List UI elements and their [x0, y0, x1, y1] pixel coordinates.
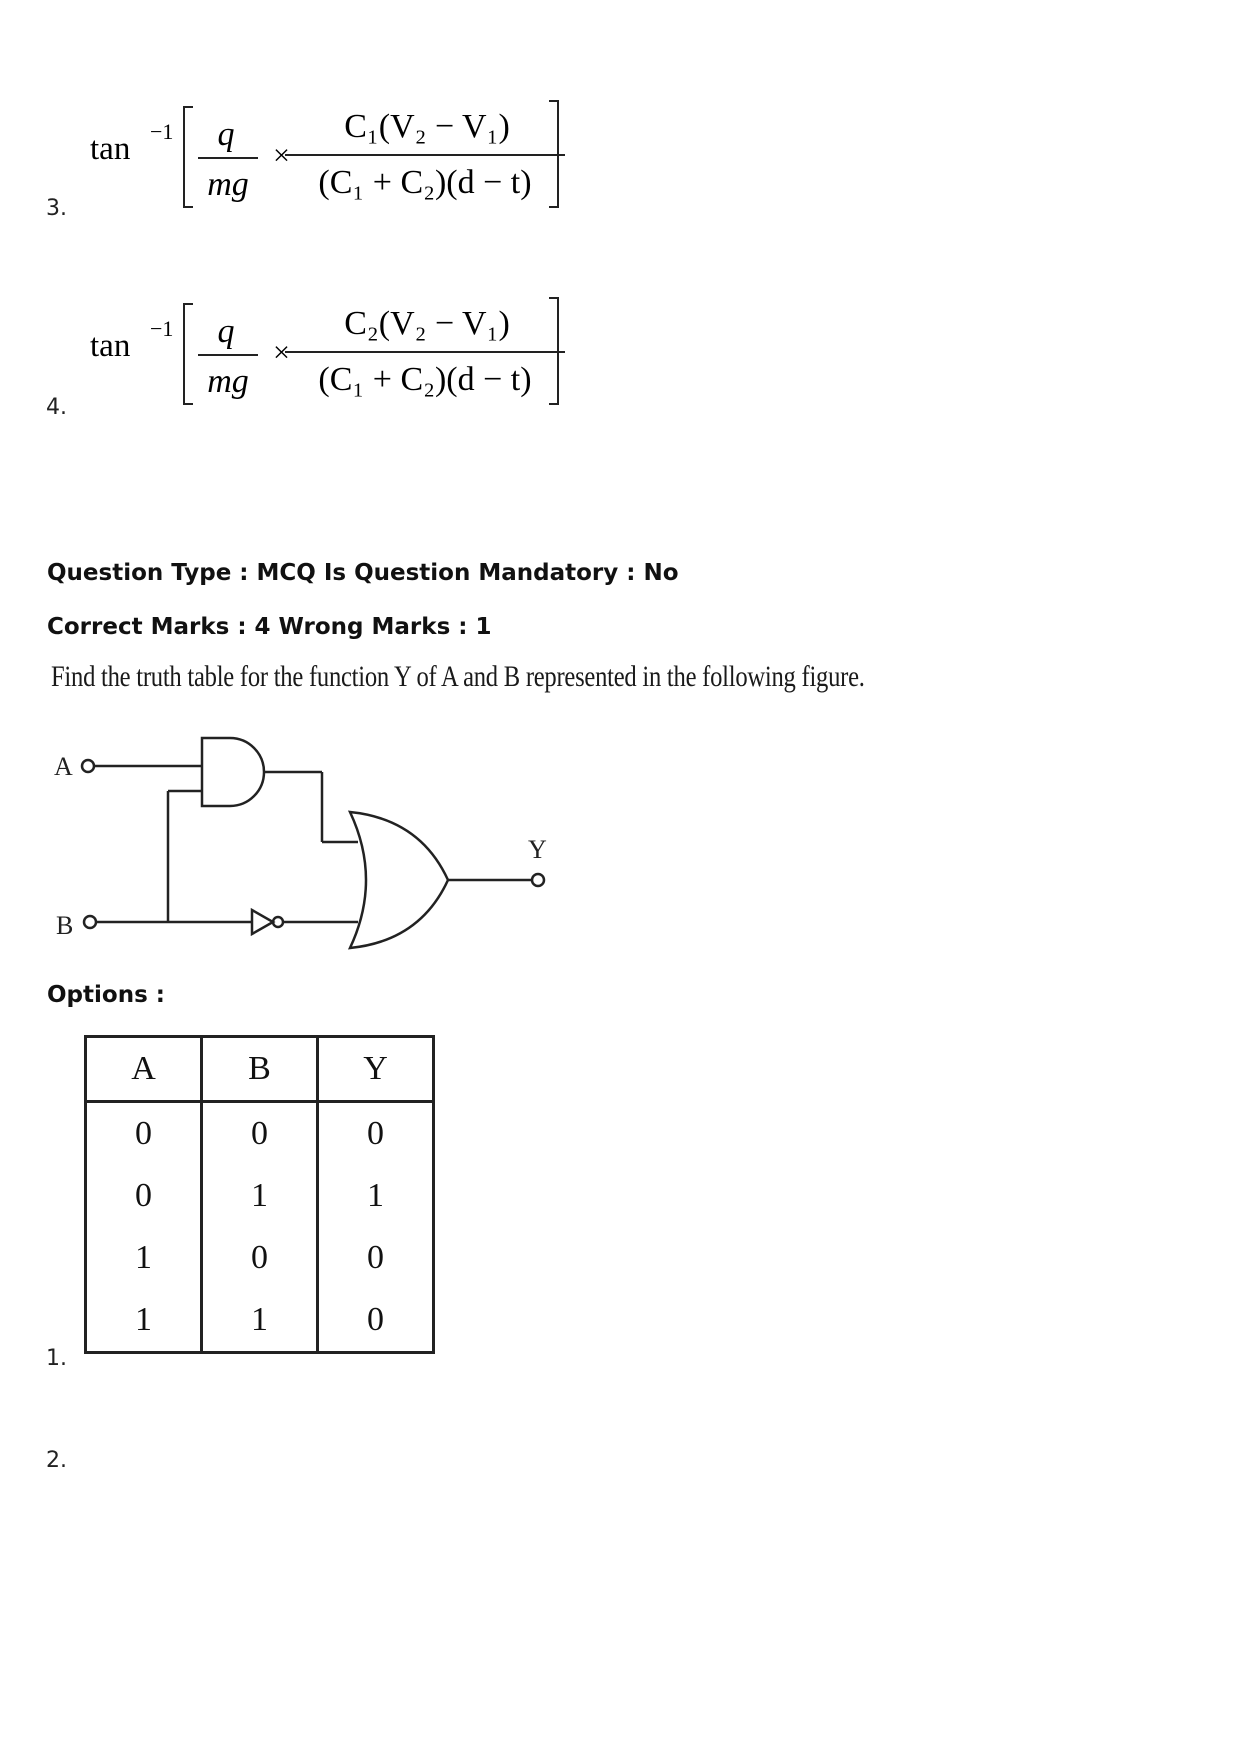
options-heading: Options : — [47, 982, 165, 1008]
table-cell: 0 — [86, 1102, 202, 1166]
option-number: 1. — [46, 1346, 67, 1371]
and-gate — [202, 738, 264, 806]
not-gate — [252, 910, 273, 934]
times-sign: × — [273, 336, 290, 369]
input-b-label: B — [56, 911, 74, 940]
table-cell: 0 — [318, 1227, 434, 1289]
option-number: 2. — [46, 1448, 67, 1473]
table-cell: 1 — [318, 1165, 434, 1227]
input-b-terminal — [84, 916, 96, 928]
question-text: Find the truth table for the function Y of A and B represented in the following figure. — [51, 660, 865, 693]
table-row — [86, 1289, 434, 1353]
table-row — [86, 1227, 434, 1289]
formula-option-4 — [80, 292, 640, 417]
frac2-denominator: (C₁ + C₂)(d − t) — [318, 164, 532, 201]
option-number: 4. — [46, 395, 67, 420]
formula-func: tan — [90, 131, 131, 167]
table-cell: 1 — [202, 1165, 318, 1227]
table-row — [86, 1102, 434, 1166]
frac1-numerator: q — [217, 116, 235, 153]
truth-table-header: A — [86, 1037, 202, 1102]
table-cell: 1 — [202, 1289, 318, 1353]
truth-table-header: Y — [318, 1037, 434, 1102]
frac1-numerator: q — [217, 313, 235, 350]
output-y-terminal — [532, 874, 544, 886]
frac2-numerator: C₁(V₂ − V₁) — [344, 108, 510, 145]
truth-table-header: B — [202, 1037, 318, 1102]
times-sign: × — [273, 139, 290, 172]
formula-option-3 — [80, 95, 640, 220]
formula-exp: −1 — [150, 316, 174, 341]
output-y-label: Y — [528, 835, 547, 864]
formula-exp: −1 — [150, 119, 174, 144]
frac2-numerator: C₂(V₂ − V₁) — [344, 305, 510, 342]
table-cell: 0 — [318, 1289, 434, 1353]
table-cell: 1 — [86, 1289, 202, 1353]
table-row — [86, 1165, 434, 1227]
frac2-denominator: (C₁ + C₂)(d − t) — [318, 361, 532, 398]
table-cell: 1 — [86, 1227, 202, 1289]
table-cell: 0 — [202, 1227, 318, 1289]
formula-func: tan — [90, 328, 131, 364]
option-number: 3. — [46, 196, 67, 221]
frac1-denominator: mg — [207, 166, 249, 203]
question-type-line: Question Type : MCQ Is Question Mandatory : No — [47, 560, 679, 586]
input-a-terminal — [82, 760, 94, 772]
truth-table-option-1[interactable] — [84, 1035, 435, 1354]
frac1-denominator: mg — [207, 363, 249, 400]
or-gate — [350, 812, 448, 948]
table-cell: 0 — [202, 1102, 318, 1166]
marks-line: Correct Marks : 4 Wrong Marks : 1 — [47, 614, 492, 640]
table-cell: 0 — [318, 1102, 434, 1166]
table-cell: 0 — [86, 1165, 202, 1227]
logic-circuit-diagram — [40, 725, 600, 965]
input-a-label: A — [54, 752, 73, 781]
